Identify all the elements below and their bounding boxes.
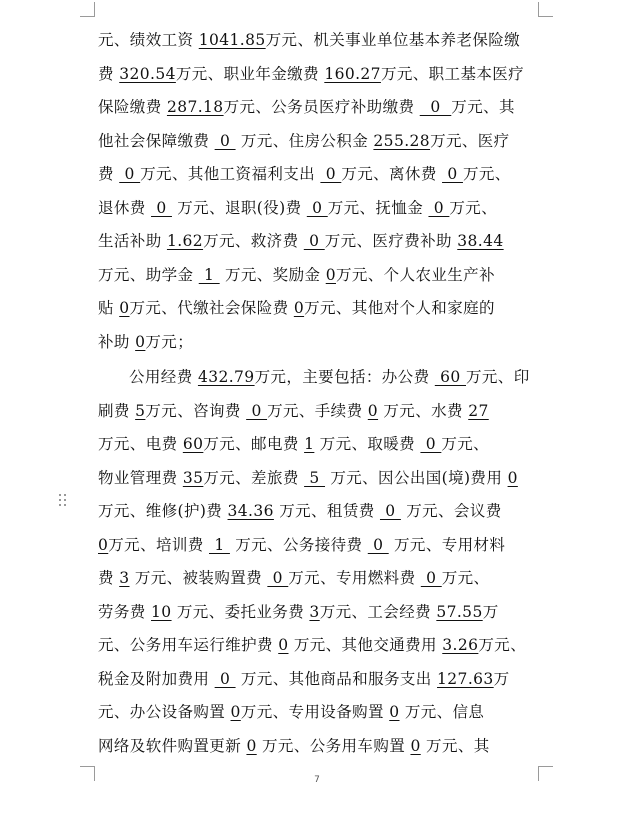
text-segment: 万元、 xyxy=(449,198,498,217)
amount-value: 0 xyxy=(410,736,421,755)
amount-value: 0 xyxy=(367,535,389,554)
text-segment: 万元、 xyxy=(441,435,490,453)
amount-value: 5 xyxy=(135,401,146,420)
text-segment: 万元，主要包括：办公费 xyxy=(254,368,435,386)
text-line xyxy=(98,292,538,326)
text-segment: 物业管理费 xyxy=(98,468,183,487)
amount-value: 0 xyxy=(267,569,289,587)
amount-value: 10 xyxy=(151,602,172,621)
text-segment: 补助 xyxy=(98,332,136,351)
text-line xyxy=(98,326,538,360)
amount-value: 0 xyxy=(98,535,109,554)
text-segment: 万元、邮电费 xyxy=(203,435,305,453)
text-segment: 保险缴费 xyxy=(98,98,167,116)
text-line xyxy=(98,225,538,259)
text-segment: 万元、咨询费 xyxy=(145,401,247,420)
text-segment: 万元、电费 xyxy=(98,435,183,453)
text-line xyxy=(98,158,538,192)
text-line xyxy=(98,125,538,159)
text-segment: 万元、差旅费 xyxy=(203,468,305,487)
text-segment: 万元、 xyxy=(441,569,490,587)
text-segment: 万元、租赁费 xyxy=(273,502,380,520)
text-segment: 万 xyxy=(493,669,510,688)
amount-value: 1041.85 xyxy=(198,31,266,49)
text-line xyxy=(98,428,538,462)
text-segment: 万元、因公出国(境)费用 xyxy=(325,468,508,487)
text-segment: 万元、其他交通费用 xyxy=(288,636,443,654)
text-segment: 费 xyxy=(98,569,120,587)
text-line xyxy=(98,562,538,596)
amount-value: 0 xyxy=(119,299,130,317)
amount-value: 1.62 xyxy=(166,232,204,250)
text-segment: 万元、医疗 xyxy=(430,131,510,150)
text-line xyxy=(98,91,538,125)
text-line xyxy=(98,395,538,429)
amount-value: 0 xyxy=(214,669,236,688)
drag-handle-icon[interactable] xyxy=(58,494,68,510)
amount-value: 35 xyxy=(182,468,204,487)
text-segment: 公用经费 xyxy=(129,368,198,386)
text-segment: 税金及附加费用 xyxy=(98,669,215,688)
text-segment: 费 xyxy=(98,64,120,83)
text-segment: 万元、离休费 xyxy=(341,165,443,183)
amount-value: 287.18 xyxy=(166,98,224,116)
text-segment: 刷费 xyxy=(98,401,136,420)
text-segment: 万元、医疗费补助 xyxy=(324,232,458,250)
text-segment: 万元、救济费 xyxy=(203,232,304,250)
amount-value: 27 xyxy=(468,401,489,420)
amount-value: 0 xyxy=(379,502,401,520)
amount-value: 0 xyxy=(419,98,452,116)
amount-value: 1 xyxy=(198,265,220,284)
text-segment: 万 xyxy=(482,602,499,621)
amount-value: 0 xyxy=(278,636,289,654)
text-line xyxy=(98,730,538,764)
text-segment: 万元、其 xyxy=(451,98,515,116)
text-line xyxy=(98,361,538,395)
text-segment: 万元、机关事业单位基本养老保险缴 xyxy=(265,31,521,49)
amount-value: 5 xyxy=(304,468,326,487)
amount-value: 0 xyxy=(442,165,463,183)
text-segment: 万元、公务接待费 xyxy=(229,535,368,554)
amount-value: 0 xyxy=(428,198,450,217)
amount-value: 0 xyxy=(119,165,141,183)
amount-value: 0 xyxy=(214,131,236,150)
text-line xyxy=(98,58,538,92)
text-segment: 他社会保障缴费 xyxy=(98,131,215,150)
text-segment: 万元、培训费 xyxy=(108,535,209,554)
text-segment: 万元、手续费 xyxy=(267,401,368,420)
text-segment: 万元、专用材料 xyxy=(388,535,506,554)
amount-value: 38.44 xyxy=(457,232,504,250)
text-line xyxy=(98,462,538,496)
text-segment: 元、绩效工资 xyxy=(98,31,199,49)
text-segment: 万元、职业年金缴费 xyxy=(175,64,325,83)
text-segment: 万元、其他工资福利支出 xyxy=(140,165,321,183)
text-line xyxy=(98,663,538,697)
text-segment: 费 xyxy=(98,165,120,183)
amount-value: 160.27 xyxy=(324,64,381,83)
text-segment: 万元、代缴社会保险费 xyxy=(129,299,294,317)
text-segment: 网络及软件购置更新 xyxy=(98,736,247,755)
text-line xyxy=(98,529,538,563)
text-line xyxy=(98,495,538,529)
text-segment: 万元、印 xyxy=(466,368,530,386)
text-segment: 万元、职工基本医疗 xyxy=(380,64,525,83)
amount-value: 0 xyxy=(389,703,400,721)
amount-value: 0 xyxy=(325,265,336,284)
text-segment: 生活补助 xyxy=(98,232,167,250)
text-segment: 万元； xyxy=(145,332,194,351)
amount-value: 0 xyxy=(320,165,342,183)
text-segment: 万元、被装购置费 xyxy=(129,569,268,587)
text-segment: 贴 xyxy=(98,299,120,317)
amount-value: 127.63 xyxy=(437,669,494,688)
text-segment: 万元、信息 xyxy=(399,703,485,721)
text-segment: 万元、维修(护)费 xyxy=(98,502,228,520)
amount-value: 0 xyxy=(507,468,518,487)
body-text[interactable] xyxy=(98,24,538,763)
text-segment: 万元、奖励金 xyxy=(219,265,326,284)
amount-value: 60 xyxy=(182,435,204,453)
text-segment: 劳务费 xyxy=(98,602,152,621)
amount-value: 0 xyxy=(293,299,305,317)
amount-value: 1 xyxy=(209,535,230,554)
amount-value: 255.28 xyxy=(373,131,431,150)
amount-value: 3 xyxy=(119,569,130,587)
crop-mark-top-left xyxy=(80,2,95,17)
amount-value: 0 xyxy=(420,569,442,587)
text-line xyxy=(98,259,538,293)
text-segment: 万元、其 xyxy=(420,736,490,755)
text-segment: 万元、取暖费 xyxy=(314,435,421,453)
amount-value: 3 xyxy=(309,602,320,621)
text-segment: 万元、 xyxy=(478,636,527,654)
text-segment: 万元、水费 xyxy=(378,401,469,420)
amount-value: 0 xyxy=(151,198,172,217)
amount-value: 0 xyxy=(306,198,328,217)
text-line xyxy=(98,629,538,663)
text-segment: 万元、助学金 xyxy=(98,265,199,284)
text-segment: 万元、个人农业生产补 xyxy=(335,265,495,284)
text-segment: 万元、公务用车购置 xyxy=(256,736,411,755)
amount-value: 1 xyxy=(304,435,315,453)
text-segment: 万元、专用设备购置 xyxy=(240,703,390,721)
text-line xyxy=(98,696,538,730)
text-line xyxy=(98,24,538,58)
text-segment: 万元、住房公积金 xyxy=(235,131,374,150)
text-segment: 万元、会议费 xyxy=(400,502,502,520)
amount-value: 60 xyxy=(434,368,466,386)
text-segment: 万元、委托业务费 xyxy=(171,602,310,621)
amount-value: 0 xyxy=(246,401,268,420)
page-number: 7 xyxy=(314,775,320,785)
amount-value: 0 xyxy=(135,332,146,351)
text-segment: 元、办公设备购置 xyxy=(98,703,231,721)
text-segment: 万元、其他对个人和家庭的 xyxy=(304,299,495,317)
amount-value: 432.79 xyxy=(197,368,255,386)
text-segment: 退休费 xyxy=(98,198,152,217)
amount-value: 320.54 xyxy=(119,64,176,83)
crop-mark-top-right xyxy=(538,2,553,17)
amount-value: 34.36 xyxy=(227,502,274,520)
amount-value: 3.26 xyxy=(442,636,479,654)
text-segment: 元、公务用车运行维护费 xyxy=(98,636,279,654)
text-segment: 万元、抚恤金 xyxy=(327,198,429,217)
text-segment: 万元、公务员医疗补助缴费 xyxy=(223,98,420,116)
amount-value: 0 xyxy=(230,703,241,721)
amount-value: 0 xyxy=(420,435,442,453)
text-segment: 万元、退职(役)费 xyxy=(171,198,307,217)
amount-value: 0 xyxy=(367,401,379,420)
text-segment: 万元、工会经费 xyxy=(319,602,437,621)
text-segment: 万元、 xyxy=(462,165,511,183)
text-segment: 万元、其他商品和服务支出 xyxy=(235,669,438,688)
amount-value: 0 xyxy=(246,736,257,755)
amount-value: 0 xyxy=(303,232,325,250)
text-line xyxy=(98,192,538,226)
text-segment: 万元、专用燃料费 xyxy=(288,569,421,587)
amount-value: 57.55 xyxy=(436,602,483,621)
text-line xyxy=(98,596,538,630)
